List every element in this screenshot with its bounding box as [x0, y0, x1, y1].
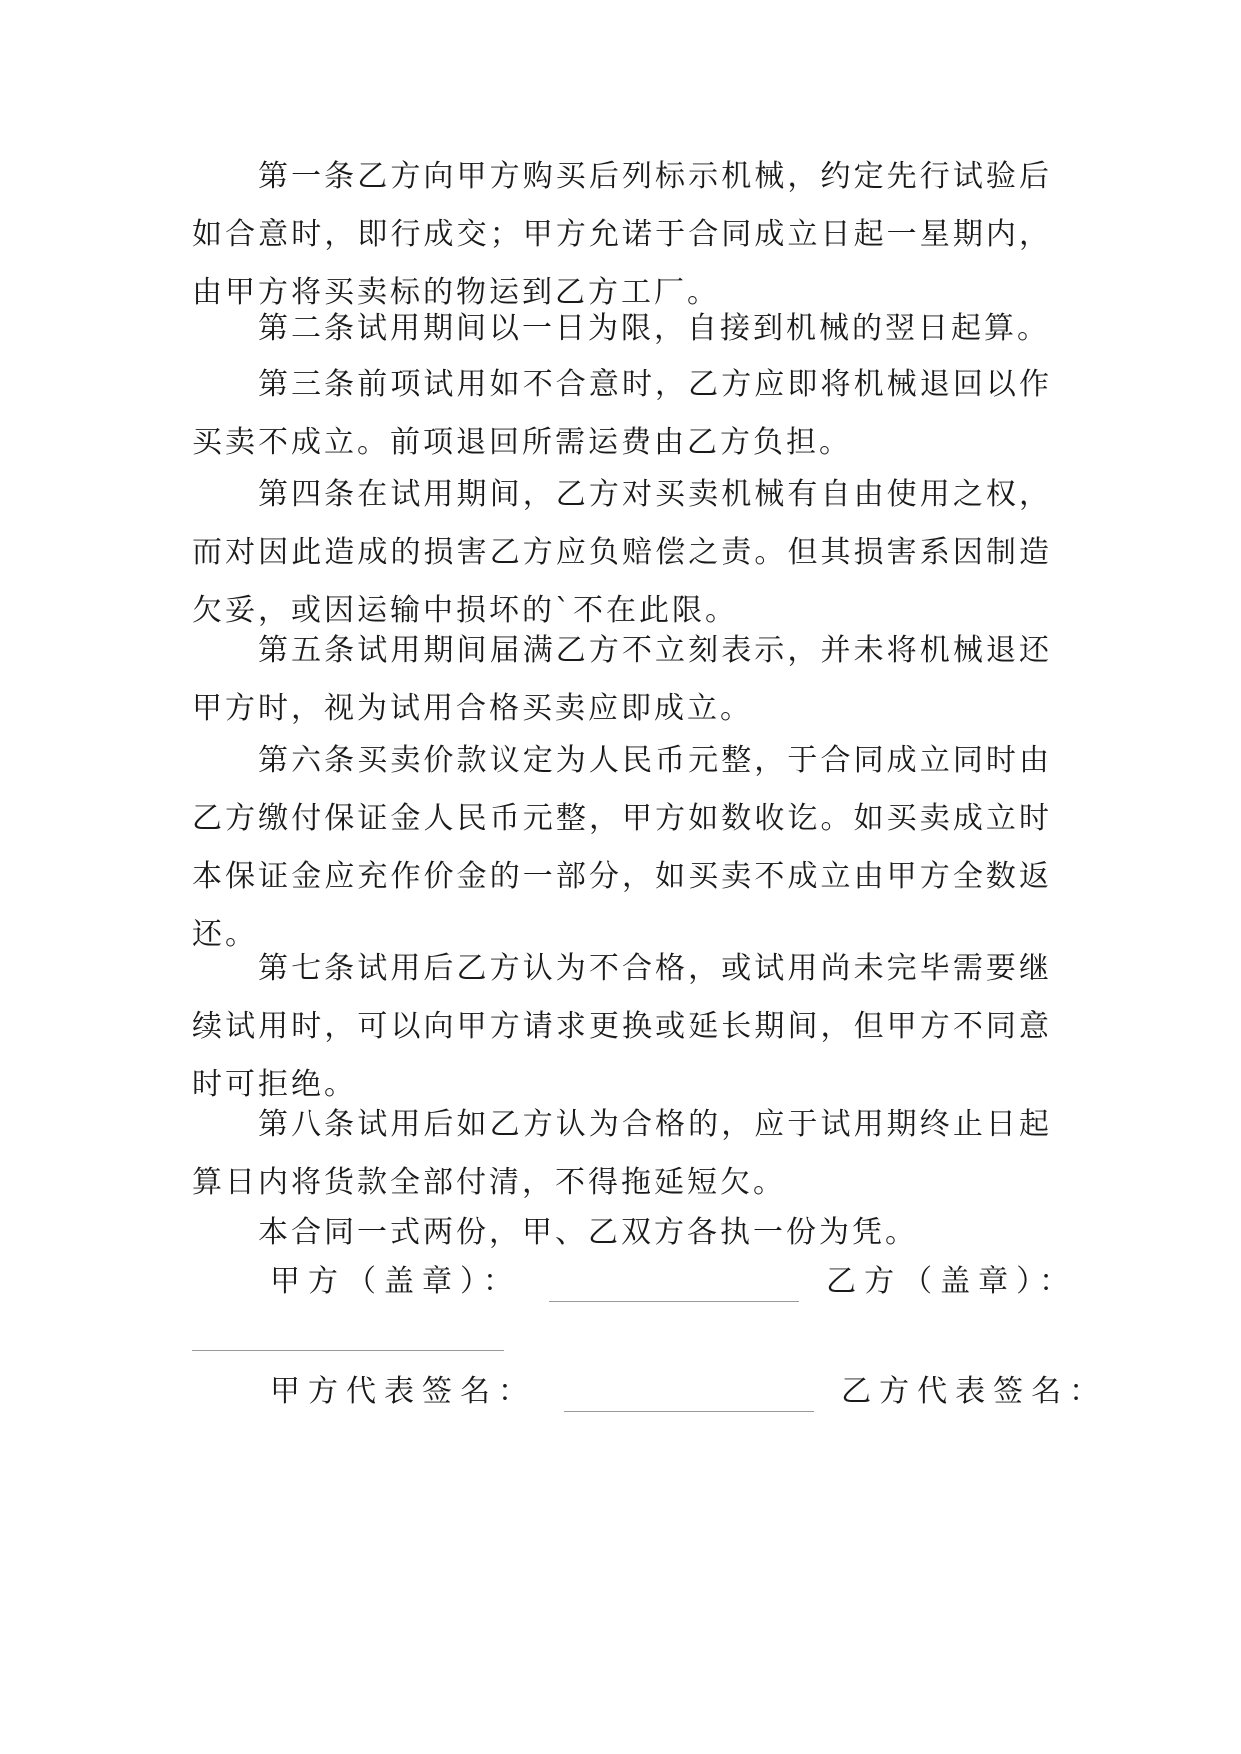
- party-b-rep-label: 乙方代表签名：: [841, 1374, 1108, 1409]
- party-a-seal-label: 甲方（盖章）：: [270, 1264, 521, 1299]
- clause-6: 第六条买卖价款议定为人民币元整，于合同成立同时由乙方缴付保证金人民币元整，甲方如数收讫。如买卖成立时本保证金应充作价金的一部分，如买卖不成立由甲方全数返还。: [192, 743, 1052, 952]
- party-a-seal-blank: [549, 1271, 799, 1302]
- clause-8: 第八条试用后如乙方认为合格的，应于试用期终止日起算日内将货款全部付清，不得拖延短欠。: [192, 1107, 1052, 1200]
- seal-row: [270, 1262, 1090, 1302]
- representative-row: [270, 1372, 1108, 1412]
- closing-statement: 本合同一式两份，甲、乙双方各执一份为凭。: [258, 1215, 918, 1250]
- party-a-rep-label: 甲方代表签名：: [270, 1374, 536, 1409]
- clause-3: 第三条前项试用如不合意时，乙方应即将机械退回以作买卖不成立。前项退回所需运费由乙方负担。: [192, 367, 1052, 460]
- clause-2: 第二条试用期间以一日为限，自接到机械的翌日起算。: [258, 311, 1050, 346]
- party-b-seal-label: 乙方（盖章）：: [826, 1264, 1078, 1299]
- party-b-seal-blank: [192, 1350, 504, 1351]
- clause-7: 第七条试用后乙方认为不合格，或试用尚未完毕需要继续试用时，可以向甲方请求更换或延长期间，但甲方不同意时可拒绝。: [192, 951, 1052, 1102]
- clause-4: 第四条在试用期间，乙方对买卖机械有自由使用之权，而对因此造成的损害乙方应负赔偿之责。但其损害系因制造欠妥，或因运输中损坏的`不在此限。: [192, 477, 1052, 628]
- clause-1: 第一条乙方向甲方购买后列标示机械，约定先行试验后如合意时，即行成交；甲方允诺于合同成立日起一星期内，由甲方将买卖标的物运到乙方工厂。: [192, 159, 1052, 310]
- party-a-rep-blank: [564, 1381, 814, 1412]
- clause-5: 第五条试用期间届满乙方不立刻表示，并未将机械退还甲方时，视为试用合格买卖应即成立。: [192, 633, 1052, 726]
